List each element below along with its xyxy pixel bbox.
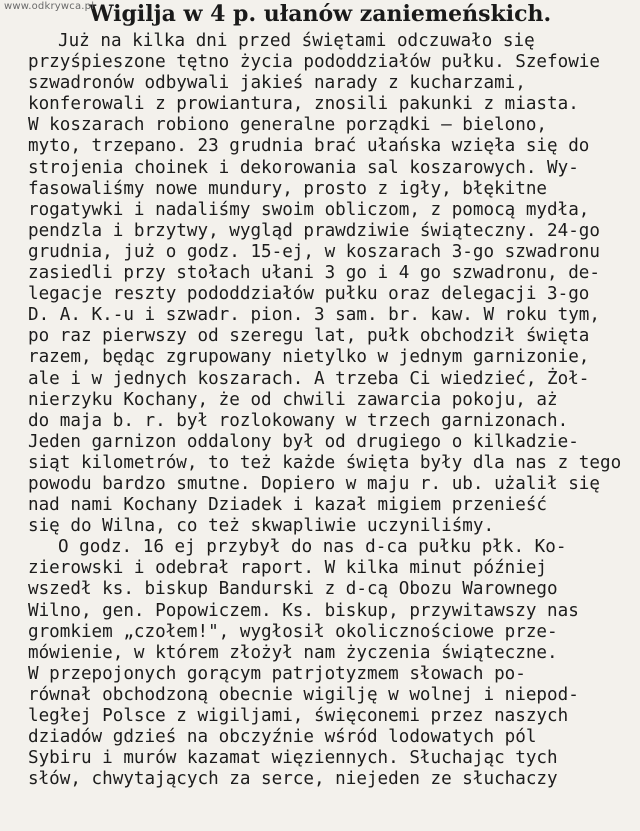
article-title: Wigilja w 4 p. ułanów zaniemeńskich. bbox=[88, 1, 552, 27]
text-line: myto, trzepano. 23 grudnia brać ułańska wzięła się do bbox=[28, 136, 590, 157]
text-line: grudnia, już o godz. 15-ej, w koszarach 3-go szwadronu bbox=[28, 241, 600, 262]
watermark: www.odkrywca.pl bbox=[4, 1, 95, 12]
text-line: się do Wilna, co też skwapliwie uczyniliśmy. bbox=[28, 516, 495, 537]
text-line: do maja b. r. był rozlokowany w trzech garnizonach. bbox=[28, 410, 569, 431]
text-line: D. A. K.-u i szwadr. pion. 3 sam. br. kaw. W roku tym, bbox=[28, 305, 600, 326]
text-line: razem, będąc zgrupowany nietylko w jednym garnizonie, bbox=[28, 347, 590, 368]
text-line: zasiedli przy stołach ułani 3 go i 4 go szwadronu, de- bbox=[28, 263, 600, 284]
text-line: Jeden garnizon oddalony był od drugiego o kilkadzie- bbox=[28, 431, 579, 452]
text-line: nierzyku Kochany, że od chwili zawarcia pokoju, aż bbox=[28, 389, 558, 410]
text-line: ale i w jednych koszarach. A trzeba Ci wiedzieć, Żoł- bbox=[28, 368, 590, 389]
text-line: pendzla i brzytwy, wygląd prawdziwie świąteczny. 24-go bbox=[28, 220, 600, 241]
text-line: rogatywki i nadaliśmy swoim obliczom, z pomocą mydła, bbox=[28, 199, 590, 220]
text-line: zierowski i odebrał raport. W kilka minut później bbox=[28, 558, 548, 579]
text-line: W koszarach robiono generalne porządki — bielono, bbox=[28, 115, 548, 136]
text-line: Już na kilka dni przed świętami odczuwało się bbox=[58, 31, 535, 51]
text-line: konferowali z prowiantura, znosili pakunki z miasta. bbox=[28, 94, 579, 115]
text-line: ległej Polsce z wigiljami, święconemi przez naszych bbox=[28, 706, 569, 726]
text-line: wszedł ks. biskup Bandurski z d-cą Obozu Warownego bbox=[28, 579, 558, 600]
text-line: nad nami Kochany Dziadek i kazał migiem przenieść bbox=[28, 495, 548, 516]
text-line: siąt kilometrów, to też każde święta były dla nas z tego bbox=[28, 452, 622, 473]
text-line: O godz. 16 ej przybył do nas d-ca pułku płk. Ko- bbox=[58, 537, 567, 558]
article-body bbox=[28, 31, 628, 790]
text-line: powodu bardzo smutne. Dopiero w maju r. ub. użalił się bbox=[28, 473, 600, 494]
text-line: gromkiem „czołem!", wygłosił okolicznościowe prze- bbox=[28, 621, 558, 642]
text-line: po raz pierwszy od szeregu lat, pułk obchodził święta bbox=[28, 326, 590, 347]
text-line: dziadów gdzieś na obczyźnie wśród lodowatych pól bbox=[28, 727, 537, 748]
text-line: W przepojonych gorącym patrjotyzmem słowach po- bbox=[28, 663, 526, 684]
text-line: szwadronów odbywali jakieś narady z kucharzami, bbox=[28, 73, 526, 94]
text-line: Sybiru i murów kazamat więziennych. Słuchając tych bbox=[28, 748, 558, 769]
text-line: mówienie, w którem złożył nam życzenia świąteczne. bbox=[28, 642, 558, 663]
text-line: równał obchodzoną obecnie wigilję w wolnej i niepod- bbox=[28, 684, 579, 705]
text-line: przyśpieszone tętno życia pododdziałów pułku. Szefowie bbox=[28, 52, 600, 73]
text-line: fasowaliśmy nowe mundury, prosto z igły, błękitne bbox=[28, 178, 548, 199]
text-line: Wilno, gen. Popowiczem. Ks. biskup, przywitawszy nas bbox=[28, 600, 579, 621]
text-line: legacje reszty pododdziałów pułku oraz delegacji 3-go bbox=[28, 284, 590, 305]
text-line: słów, chwytających za serce, niejeden ze słuchaczy bbox=[28, 769, 558, 790]
text-line: strojenia choinek i dekorowania sal koszarowych. Wy- bbox=[28, 157, 579, 178]
